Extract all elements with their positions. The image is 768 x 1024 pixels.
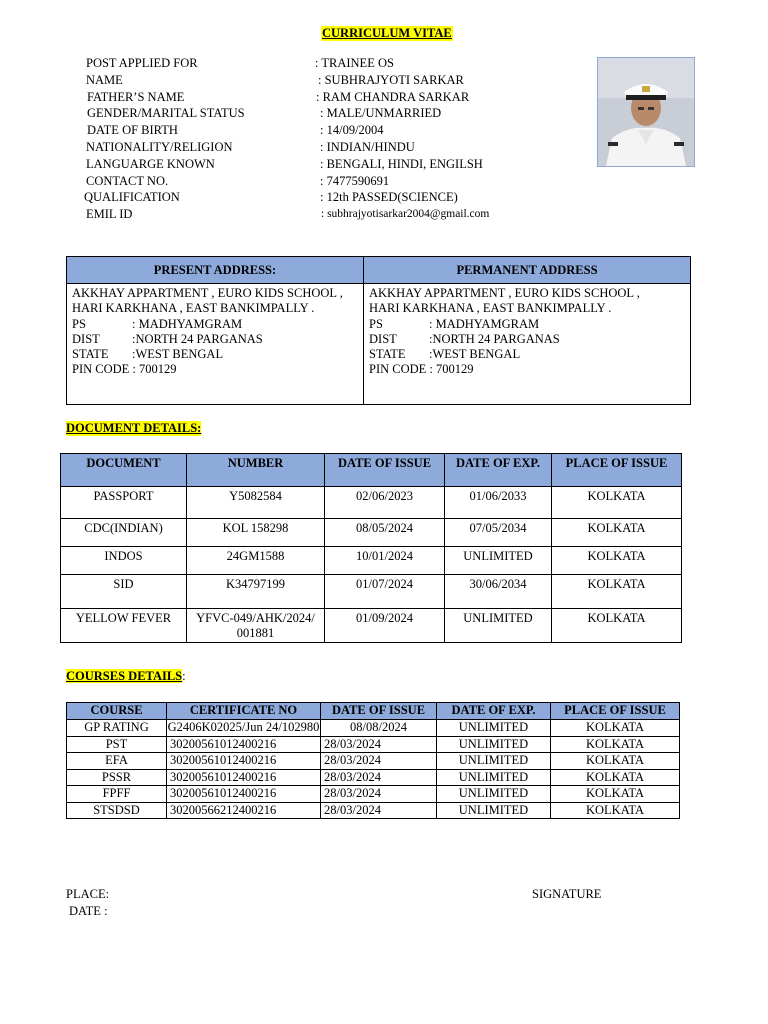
table-cell: YFVC-049/AHK/2024/001881 [187, 609, 325, 643]
table-cell: UNLIMITED [437, 769, 551, 786]
table-row [61, 519, 682, 547]
table-cell: KOLKATA [551, 720, 680, 737]
table-row [67, 769, 680, 786]
info-label: QUALIFICATION [84, 190, 180, 205]
table-cell: 28/03/2024 [321, 769, 437, 786]
table-cell: 28/03/2024 [321, 802, 437, 819]
table-cell: 01/09/2024 [325, 609, 445, 643]
table-cell: KOLKATA [551, 786, 680, 803]
info-label: CONTACT NO. [86, 173, 169, 188]
present-address-line2: HARI KARKHANA , EAST BANKIMPALLY . [72, 301, 315, 316]
table-cell: K34797199 [187, 575, 325, 609]
doc-column-header: NUMBER [187, 454, 325, 487]
doc-column-header: DATE OF EXP. [445, 454, 552, 487]
table-cell: UNLIMITED [437, 720, 551, 737]
table-row [67, 720, 680, 737]
present-address-line1: AKKHAY APPARTMENT , EURO KIDS SCHOOL , [72, 286, 343, 300]
table-cell: KOLKATA [552, 609, 682, 643]
info-value: : 14/09/2004 [320, 123, 384, 138]
table-cell: UNLIMITED [437, 753, 551, 770]
table-cell: 30200566212400216 [167, 802, 321, 819]
table-row [61, 609, 682, 643]
info-value: : 7477590691 [320, 173, 390, 188]
table-cell: KOLKATA [552, 487, 682, 519]
table-cell: KOLKATA [551, 769, 680, 786]
table-cell: 08/05/2024 [325, 519, 445, 547]
present-address-ps: PS : MADHYAMGRAM [72, 316, 243, 331]
course-column-header: PLACE OF ISSUE [551, 703, 680, 720]
table-row [61, 487, 682, 519]
table-cell: 10/01/2024 [325, 547, 445, 575]
table-cell: EFA [67, 753, 167, 770]
info-label: DATE OF BIRTH [87, 123, 178, 138]
info-value: : MALE/UNMARRIED [320, 106, 442, 121]
place-label: PLACE: [66, 887, 110, 901]
table-cell: FPFF [67, 786, 167, 803]
present-address-dist: DIST :NORTH 24 PARGANAS [72, 331, 263, 346]
info-value: : RAM CHANDRA SARKAR [316, 89, 470, 104]
info-label: FATHER’S NAME [87, 89, 185, 104]
profile-photo-image [598, 58, 694, 166]
info-value: : SUBHRAJYOTI SARKAR [318, 72, 464, 87]
course-column-header: COURSE [67, 703, 167, 720]
table-row [67, 736, 680, 753]
table-cell: UNLIMITED [437, 786, 551, 803]
table-row [67, 802, 680, 819]
table-cell: SID [61, 575, 187, 609]
doc-column-header: DOCUMENT [61, 454, 187, 487]
info-label: LANGUARGE KNOWN [86, 156, 215, 171]
table-cell: UNLIMITED [437, 802, 551, 819]
permanent-address-line2: HARI KARKHANA , EAST BANKIMPALLY . [369, 301, 612, 316]
table-cell: UNLIMITED [445, 547, 552, 575]
table-cell: 07/05/2034 [445, 519, 552, 547]
permanent-address-state: STATE :WEST BENGAL [369, 347, 521, 362]
table-row [61, 575, 682, 609]
info-label: GENDER/MARITAL STATUS [87, 106, 245, 121]
courses-details-table [66, 702, 680, 819]
courses-details-heading-wrap: COURSES DETAILS: [66, 669, 186, 683]
table-row [67, 786, 680, 803]
table-cell: KOLKATA [551, 753, 680, 770]
courses-details-heading: COURSES DETAILS [66, 669, 183, 683]
present-address-state: STATE :WEST BENGAL [72, 347, 224, 362]
table-cell: KOLKATA [551, 736, 680, 753]
doc-column-header: PLACE OF ISSUE [552, 454, 682, 487]
present-address-header: PRESENT ADDRESS: [67, 257, 364, 284]
permanent-address-dist: DIST :NORTH 24 PARGANAS [369, 331, 560, 346]
table-cell: YELLOW FEVER [61, 609, 187, 643]
info-value: : BENGALI, HINDI, ENGILSH [320, 156, 483, 171]
table-cell: UNLIMITED [445, 609, 552, 643]
course-column-header: DATE OF EXP. [437, 703, 551, 720]
table-cell: STSDSD [67, 802, 167, 819]
table-cell: PST [67, 736, 167, 753]
permanent-address-cell [364, 284, 691, 405]
table-cell: PSSR [67, 769, 167, 786]
doc-column-header: DATE OF ISSUE [325, 454, 445, 487]
table-cell: 30200561012400216 [167, 736, 321, 753]
table-cell: 02/06/2023 [325, 487, 445, 519]
course-column-header: CERTIFICATE NO [167, 703, 321, 720]
table-cell: KOLKATA [551, 802, 680, 819]
permanent-address-pin: PIN CODE : 700129 [369, 362, 474, 377]
table-row [67, 753, 680, 770]
table-cell: 28/03/2024 [321, 753, 437, 770]
info-label: NAME [86, 72, 123, 87]
table-cell: INDOS [61, 547, 187, 575]
info-label: POST APPLIED FOR [86, 56, 198, 70]
table-cell: KOLKATA [552, 575, 682, 609]
table-cell: KOL 158298 [187, 519, 325, 547]
info-value: : TRAINEE OS [315, 56, 394, 70]
course-column-header: DATE OF ISSUE [321, 703, 437, 720]
profile-photo [597, 57, 695, 167]
table-cell: 24GM1588 [187, 547, 325, 575]
table-cell: CDC(INDIAN) [61, 519, 187, 547]
info-label: NATIONALITY/RELIGION [86, 140, 233, 154]
table-cell: Y5082584 [187, 487, 325, 519]
info-label: EMIL ID [86, 207, 133, 222]
info-value: : INDIAN/HINDU [320, 140, 415, 154]
document-details-table [60, 453, 682, 643]
info-value: : 12th PASSED(SCIENCE) [320, 190, 458, 205]
table-cell: 01/07/2024 [325, 575, 445, 609]
permanent-address-header: PERMANENT ADDRESS [364, 257, 691, 284]
table-cell: PASSPORT [61, 487, 187, 519]
table-cell: GP RATING [67, 720, 167, 737]
info-value: : subhrajyotisarkar2004@gmail.com [321, 208, 490, 221]
table-cell: 30200561012400216 [167, 769, 321, 786]
document-title: CURRICULUM VITAE [322, 26, 452, 40]
present-address-cell [67, 284, 364, 405]
signature-label: SIGNATURE [532, 887, 602, 901]
permanent-address-ps: PS : MADHYAMGRAM [369, 316, 540, 331]
table-cell: UNLIMITED [437, 736, 551, 753]
table-cell: 28/03/2024 [321, 736, 437, 753]
table-cell: 30200561012400216 [167, 786, 321, 803]
table-cell: 08/08/2024 [321, 720, 437, 737]
table-cell: 01/06/2033 [445, 487, 552, 519]
table-cell: G2406K02025/Jun 24/102980 [167, 720, 320, 734]
document-details-heading: DOCUMENT DETAILS: [66, 421, 202, 435]
table-cell: KOLKATA [552, 519, 682, 547]
table-cell: 28/03/2024 [321, 786, 437, 803]
table-cell: 30/06/2034 [445, 575, 552, 609]
date-label: DATE : [69, 904, 108, 918]
present-address-pin: PIN CODE : 700129 [72, 362, 177, 377]
permanent-address-line1: AKKHAY APPARTMENT , EURO KIDS SCHOOL , [369, 286, 640, 300]
table-cell: 30200561012400216 [167, 753, 321, 770]
table-row [61, 547, 682, 575]
table-cell: KOLKATA [552, 547, 682, 575]
address-table [66, 256, 691, 405]
